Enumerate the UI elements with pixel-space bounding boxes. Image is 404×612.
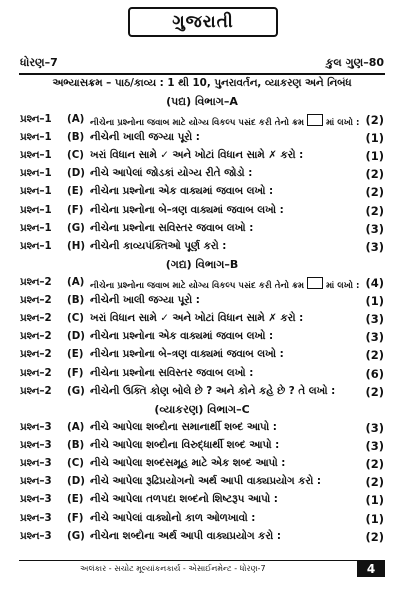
question-letter: (B) [67, 130, 85, 143]
question-marks: (2) [365, 167, 384, 182]
question-letter: (A) [67, 275, 85, 288]
question-text: નીચેની કાવ્યપંક્તિઓ પૂર્ણ કરો : [90, 239, 227, 252]
question-text [90, 114, 360, 128]
question-row [20, 131, 384, 148]
header-row [20, 56, 384, 71]
question-number: પ્રશ્ન–2 [20, 330, 52, 343]
question-marks: (1) [365, 130, 384, 145]
question-text: નીચે આપેલાં જોડકાં યોગ્ય રીતે જોડો : [90, 167, 253, 180]
question-marks: (2) [365, 529, 384, 544]
total-marks-label: કુલ ગુણ–80 [325, 56, 384, 69]
question-row [20, 149, 384, 166]
question-row [20, 530, 384, 547]
question-letter: (C) [67, 456, 84, 469]
question-marks: (3) [365, 312, 384, 326]
question-number: પ્રશ્ન–3 [20, 529, 52, 542]
question-number: પ્રશ્ન–1 [20, 239, 52, 252]
question-text: નીચે આપેલા શબ્દોના વિરુદ્ધાર્થી શબ્દ આપો : [90, 438, 280, 451]
question-marks: (4) [365, 275, 384, 290]
question-number: પ્રશ્ન–3 [20, 493, 52, 506]
question-text: નીચે આપેલા તળપદા શબ્દનો શિષ્ટરૂપ આપો : [90, 493, 278, 506]
question-number: પ્રશ્ન–2 [20, 348, 52, 361]
question-row [20, 240, 384, 257]
question-marks: (2) [365, 475, 384, 490]
question-number: પ્રશ્ન–3 [20, 420, 52, 433]
question-number: પ્રશ્ન–2 [20, 312, 52, 324]
question-row [20, 167, 384, 184]
question-number: પ્રશ્ન–3 [20, 511, 52, 524]
question-text: નીચેની ખાલી જગ્યા પૂરો : [90, 293, 200, 306]
question-number: પ્રશ્ન–2 [20, 366, 52, 379]
question-text: નીચેના પ્રશ્નોના બે–ત્રણ વાક્યમાં જવાબ લખો : [90, 203, 284, 216]
question-letter: (F) [67, 203, 84, 216]
question-row [20, 439, 384, 456]
question-text-post: માં લખો : [326, 117, 360, 128]
question-number: પ્રશ્ન–3 [20, 438, 52, 451]
syllabus-line: અભ્યાસક્રમ – પાઠ/કાવ્ય : 1 થી 10, પુનરાવર્તન, વ્યાકરણ અને નિબંધ [52, 77, 352, 89]
question-marks: (2) [365, 348, 384, 363]
question-row [20, 185, 384, 202]
question-row [20, 493, 384, 510]
subject-title: ગુજરાતી [128, 7, 278, 37]
question-text-pre: નીચેના પ્રશ્નોના જવાબ માટે યોગ્ય વિકલ્પ પસંદ કરી તેનો ક્રમ [90, 117, 305, 128]
question-number: પ્રશ્ન–1 [20, 112, 52, 125]
question-letter: (F) [67, 511, 84, 524]
question-number: પ્રશ્ન–1 [20, 185, 52, 198]
question-text: નીચેના પ્રશ્નોના એક વાક્યમાં જવાબ લખો : [90, 330, 274, 343]
answer-box-icon [307, 277, 323, 289]
question-text: ખરાં વિધાન સામે ✓ અને ખોટાં વિધાન સામે ✗ કરો : [90, 148, 304, 161]
question-marks: (2) [365, 185, 384, 200]
question-number: પ્રશ્ન–1 [20, 221, 52, 234]
question-letter: (H) [67, 239, 86, 252]
question-text: નીચેની ખાલી જગ્યા પૂરો : [90, 130, 200, 143]
question-text: નીચે આપેલાં વાક્યોનો કાળ ઓળખાવો : [90, 511, 256, 524]
question-letter: (F) [67, 366, 84, 379]
question-marks: (1) [365, 293, 384, 308]
question-letter: (E) [67, 493, 84, 506]
question-row [20, 512, 384, 529]
question-number: પ્રશ્ન–2 [20, 384, 52, 397]
question-text [90, 277, 360, 291]
subject-title-box [128, 7, 276, 37]
question-row [20, 113, 384, 130]
question-marks: (3) [365, 330, 384, 345]
question-marks: (1) [365, 493, 384, 508]
section-heading: (ગદ્ય) વિભાગ–B [165, 258, 239, 272]
question-row [20, 330, 384, 347]
question-number: પ્રશ્ન–1 [20, 203, 52, 216]
question-letter: (A) [67, 112, 85, 125]
standard-label: ધોરણ–7 [20, 56, 58, 69]
question-text-pre: નીચેના પ્રશ્નોના જવાબ માટે યોગ્ય વિકલ્પ પસંદ કરી તેનો ક્રમ [90, 280, 305, 291]
question-text: નીચેના પ્રશ્નોના એક વાક્યમાં જવાબ લખો : [90, 185, 274, 198]
question-text: નીચે આપેલા શબ્દોના સમાનાર્થી શબ્દ આપો : [90, 420, 277, 433]
question-number: પ્રશ્ન–3 [20, 456, 52, 469]
question-number: પ્રશ્ન–2 [20, 275, 52, 288]
question-marks: (2) [365, 203, 384, 218]
question-number: પ્રશ્ન–1 [20, 167, 52, 180]
question-marks: (2) [365, 112, 384, 127]
question-letter: (D) [67, 330, 85, 343]
question-marks: (1) [365, 148, 384, 163]
question-row [20, 385, 384, 402]
footer-text: અલંકાર - સચોટ મૂલ્યાંકનકાર્ય - એસાઈનમેન્ટ - ધોરણ-7 [80, 564, 266, 573]
question-row [20, 457, 384, 474]
question-text: નીચે આપેલા રૂઢિપ્રયોગનો અર્થ આપી વાક્યપ્રયોગ કરો : [90, 475, 322, 488]
question-text: નીચેના શબ્દોના અર્થ આપી વાક્યપ્રયોગ કરો : [90, 529, 281, 542]
question-row [20, 348, 384, 365]
question-marks: (1) [365, 511, 384, 526]
question-marks: (6) [365, 366, 384, 381]
question-text: નીચેની ઉક્તિ કોણ બોલે છે ? અને કોને કહે છે ? તે લખો : [90, 384, 336, 397]
question-letter: (D) [67, 475, 85, 488]
question-text: નીચેના પ્રશ્નોના બે–ત્રણ વાક્યમાં જવાબ લખો : [90, 348, 284, 361]
question-row [20, 367, 384, 384]
question-number: પ્રશ્ન–1 [20, 130, 52, 143]
answer-box-icon [307, 114, 323, 126]
question-letter: (E) [67, 348, 84, 361]
question-letter: (G) [67, 529, 85, 542]
question-row [20, 222, 384, 239]
question-letter: (A) [67, 420, 85, 433]
question-marks: (3) [365, 239, 384, 254]
question-row [20, 294, 384, 311]
page-number: 4 [357, 561, 385, 577]
question-row [20, 276, 384, 293]
question-number: પ્રશ્ન–3 [20, 475, 52, 488]
header-divider [19, 73, 385, 75]
question-text: નીચે આપેલા શબ્દસમૂહ માટે એક શબ્દ આપો : [90, 456, 286, 469]
question-letter: (C) [67, 312, 84, 324]
question-letter: (G) [67, 221, 85, 234]
question-text: નીચેના પ્રશ્નોના સવિસ્તર જવાબ લખો : [90, 221, 254, 234]
question-marks: (2) [365, 384, 384, 399]
question-letter: (C) [67, 148, 84, 161]
question-letter: (E) [67, 185, 84, 198]
question-letter: (D) [67, 167, 85, 180]
question-row [20, 204, 384, 221]
question-row [20, 421, 384, 438]
section-heading: (વ્યાકરણ) વિભાગ–C [154, 403, 250, 416]
question-marks: (3) [365, 438, 384, 453]
question-letter: (B) [67, 438, 85, 451]
question-text: ખરાં વિધાન સામે ✓ અને ખોટાં વિધાન સામે ✗ કરો : [90, 312, 304, 324]
question-text: નીચેના પ્રશ્નોના સવિસ્તર જવાબ લખો : [90, 366, 254, 379]
question-letter: (G) [67, 384, 85, 397]
question-letter: (B) [67, 293, 85, 306]
question-marks: (2) [365, 456, 384, 471]
section-heading: (પદ્ય) વિભાગ–A [166, 95, 238, 108]
question-marks: (3) [365, 221, 384, 236]
question-marks: (3) [365, 420, 384, 435]
question-number: પ્રશ્ન–1 [20, 148, 52, 161]
footer-divider [19, 560, 385, 561]
question-number: પ્રશ્ન–2 [20, 293, 52, 306]
question-row [20, 312, 384, 329]
question-text-post: માં લખો : [326, 280, 360, 291]
question-row [20, 475, 384, 492]
